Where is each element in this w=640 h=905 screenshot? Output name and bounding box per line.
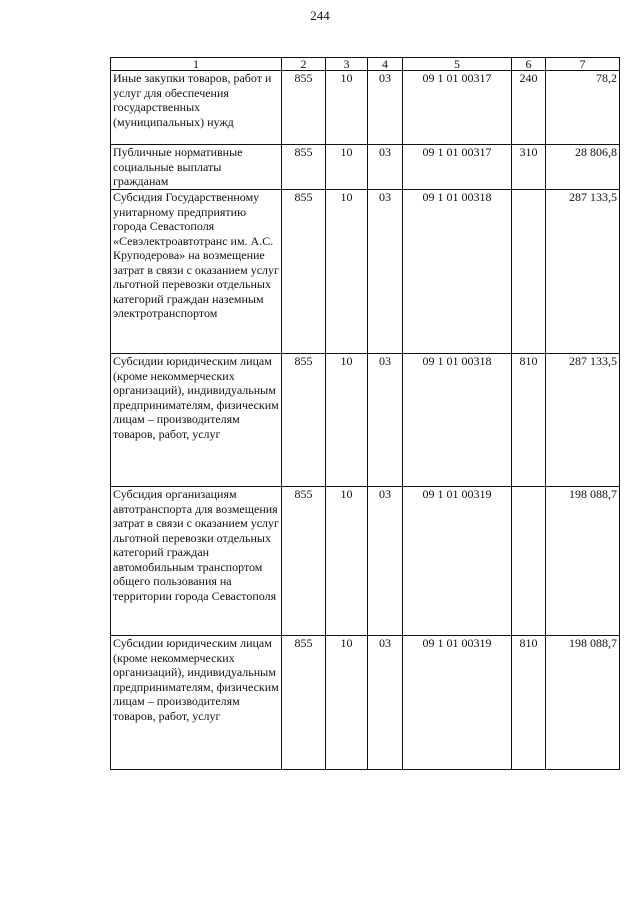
expense-name-cell: Субсидия организациям автотранспорта для возмещения затрат в связи с оказанием услуг льготной перевозки отдельных категорий граждан автомобильным транспортом общего пользования на территории города Севастополя [111,487,282,636]
amount-cell: 198 088,7 [546,487,620,636]
column-header: 4 [368,58,403,71]
subsection-code-cell: 03 [368,354,403,487]
column-header: 5 [403,58,512,71]
ministry-code-cell: 855 [282,190,326,354]
table-row [111,145,620,190]
table-row [111,71,620,145]
expense-name-cell: Публичные нормативные социальные выплаты гражданам [111,145,282,190]
column-header: 6 [512,58,546,71]
amount-cell: 287 133,5 [546,354,620,487]
column-header: 2 [282,58,326,71]
ministry-code-cell: 855 [282,71,326,145]
column-header: 3 [326,58,368,71]
amount-cell: 28 806,8 [546,145,620,190]
subsection-code-cell: 03 [368,636,403,770]
expense-type-cell [512,487,546,636]
expense-name-cell: Субсидия Государственному унитарному предприятию города Севастополя «Севэлектроавтотранс им. А.С. Круподерова» на возмещение затрат в связи с оказанием услуг льготной перевозки отдельных категорий граждан наземным электротранспортом [111,190,282,354]
column-header: 1 [111,58,282,71]
target-article-cell: 09 1 01 00317 [403,145,512,190]
subsection-code-cell: 03 [368,71,403,145]
expense-type-cell: 310 [512,145,546,190]
target-article-cell: 09 1 01 00318 [403,190,512,354]
budget-table [110,57,620,770]
ministry-code-cell: 855 [282,354,326,487]
ministry-code-cell: 855 [282,487,326,636]
target-article-cell: 09 1 01 00317 [403,71,512,145]
ministry-code-cell: 855 [282,636,326,770]
section-code-cell: 10 [326,71,368,145]
table-row [111,354,620,487]
column-header: 7 [546,58,620,71]
subsection-code-cell: 03 [368,145,403,190]
section-code-cell: 10 [326,190,368,354]
expense-name-cell: Субсидии юридическим лицам (кроме некоммерческих организаций), индивидуальным предпринимателям, физическим лицам – производителям товаров, работ, услуг [111,636,282,770]
expense-name-cell: Субсидии юридическим лицам (кроме некоммерческих организаций), индивидуальным предпринимателям, физическим лицам – производителям товаров, работ, услуг [111,354,282,487]
expense-name-cell: Иные закупки товаров, работ и услуг для обеспечения государственных (муниципальных) нужд [111,71,282,145]
amount-cell: 287 133,5 [546,190,620,354]
page-number: 244 [310,8,330,23]
target-article-cell: 09 1 01 00318 [403,354,512,487]
table-row [111,487,620,636]
header-row [111,58,620,71]
table-row [111,190,620,354]
target-article-cell: 09 1 01 00319 [403,487,512,636]
table-row [111,636,620,770]
subsection-code-cell: 03 [368,487,403,636]
amount-cell: 78,2 [546,71,620,145]
section-code-cell: 10 [326,145,368,190]
section-code-cell: 10 [326,487,368,636]
expense-type-cell: 240 [512,71,546,145]
section-code-cell: 10 [326,354,368,487]
target-article-cell: 09 1 01 00319 [403,636,512,770]
subsection-code-cell: 03 [368,190,403,354]
expense-type-cell: 810 [512,636,546,770]
amount-cell: 198 088,7 [546,636,620,770]
expense-type-cell: 810 [512,354,546,487]
section-code-cell: 10 [326,636,368,770]
ministry-code-cell: 855 [282,145,326,190]
expense-type-cell [512,190,546,354]
